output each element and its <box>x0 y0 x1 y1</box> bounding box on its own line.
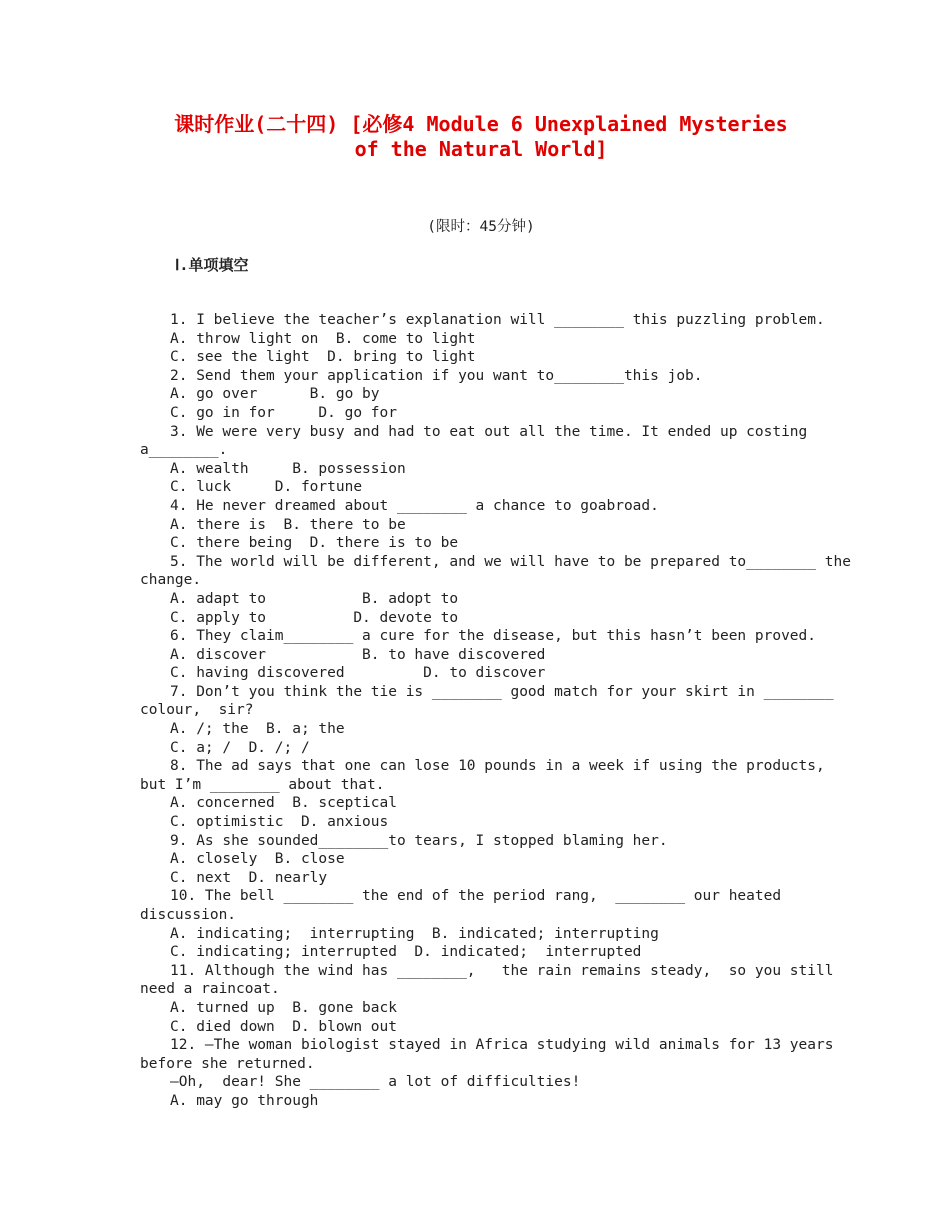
question-line: C. a; / D. /; / <box>170 739 310 756</box>
question-line: A. turned up B. gone back <box>170 999 397 1016</box>
title-line-1: 课时作业(二十四) [必修4 Module 6 Unexplained Mysteries <box>174 112 788 136</box>
question-line: change. <box>140 572 202 589</box>
question-line: A. indicating; interrupting B. indicated; interrupting <box>170 925 659 942</box>
question-line: before she returned. <box>140 1055 315 1072</box>
question-line: 1. I believe the teacher’s explanation will ________ this puzzling problem. <box>170 312 825 328</box>
question-line: 3. We were very busy and had to eat out all the time. It ended up costing <box>170 423 808 440</box>
question-line: A. concerned B. sceptical <box>170 795 397 812</box>
question-line: C. indicating; interrupted D. indicated; interrupted <box>170 944 642 961</box>
question-line: A. discover B. to have discovered <box>170 646 546 663</box>
time-limit: (限时：45分钟) <box>427 219 535 235</box>
question-line: 6. They claim________ a cure for the disease, but this hasn’t been proved. <box>170 628 817 645</box>
question-line: A. wealth B. possession <box>170 460 406 477</box>
question-line: A. throw light on B. come to light <box>170 330 476 347</box>
question-line: 7. Don’t you think the tie is ________ good match for your skirt in ________ <box>170 683 834 700</box>
question-line: discussion. <box>140 907 237 923</box>
question-line: C. see the light D. bring to light <box>170 349 476 366</box>
question-line: C. optimistic D. anxious <box>170 814 389 831</box>
question-line: a________. <box>140 442 228 459</box>
question-line: 12. —The woman biologist stayed in Africa studying wild animals for 13 years <box>170 1037 834 1054</box>
question-line: A. there is B. there to be <box>170 516 406 533</box>
question-line: A. closely B. close <box>170 851 345 868</box>
question-line: 10. The bell ________ the end of the period rang, ________ our heated <box>170 888 782 905</box>
question-line: 2. Send them your application if you want to________this job. <box>170 367 703 384</box>
title-line-2: of the Natural World] <box>354 137 608 161</box>
question-line: C. died down D. blown out <box>170 1018 397 1035</box>
question-line: C. having discovered D. to discover <box>170 665 546 682</box>
page-title <box>140 112 822 162</box>
question-line: C. there being D. there is to be <box>170 535 459 552</box>
question-line: —Oh, dear! She ________ a lot of difficulties! <box>170 1074 581 1091</box>
question-line: A. adapt to B. adopt to <box>170 590 459 607</box>
question-line: colour, sir? <box>140 702 254 719</box>
question-line: A. /; the B. a; the <box>170 721 345 738</box>
question-line: C. luck D. fortune <box>170 479 363 496</box>
question-line: need a raincoat. <box>140 981 280 998</box>
question-line: but I’m ________ about that. <box>140 776 385 793</box>
question-line: 9. As she sounded________to tears, I stopped blaming her. <box>170 832 668 849</box>
question-line: A. go over B. go by <box>170 386 380 403</box>
section-heading: Ⅰ.单项填空 <box>175 256 249 274</box>
question-line: 8. The ad says that one can lose 10 pounds in a week if using the products, <box>170 758 825 775</box>
question-line: C. go in for D. go for <box>170 404 397 421</box>
question-line: C. apply to D. devote to <box>170 609 459 626</box>
question-line: C. next D. nearly <box>170 869 328 886</box>
question-line: A. may go through <box>170 1092 319 1109</box>
question-line: 5. The world will be different, and we will have to be prepared to________ the <box>170 553 851 570</box>
question-line: 11. Although the wind has ________, the rain remains steady, so you still <box>170 962 834 979</box>
question-list <box>140 311 851 1111</box>
question-line: 4. He never dreamed about ________ a chance to goabroad. <box>170 497 659 514</box>
